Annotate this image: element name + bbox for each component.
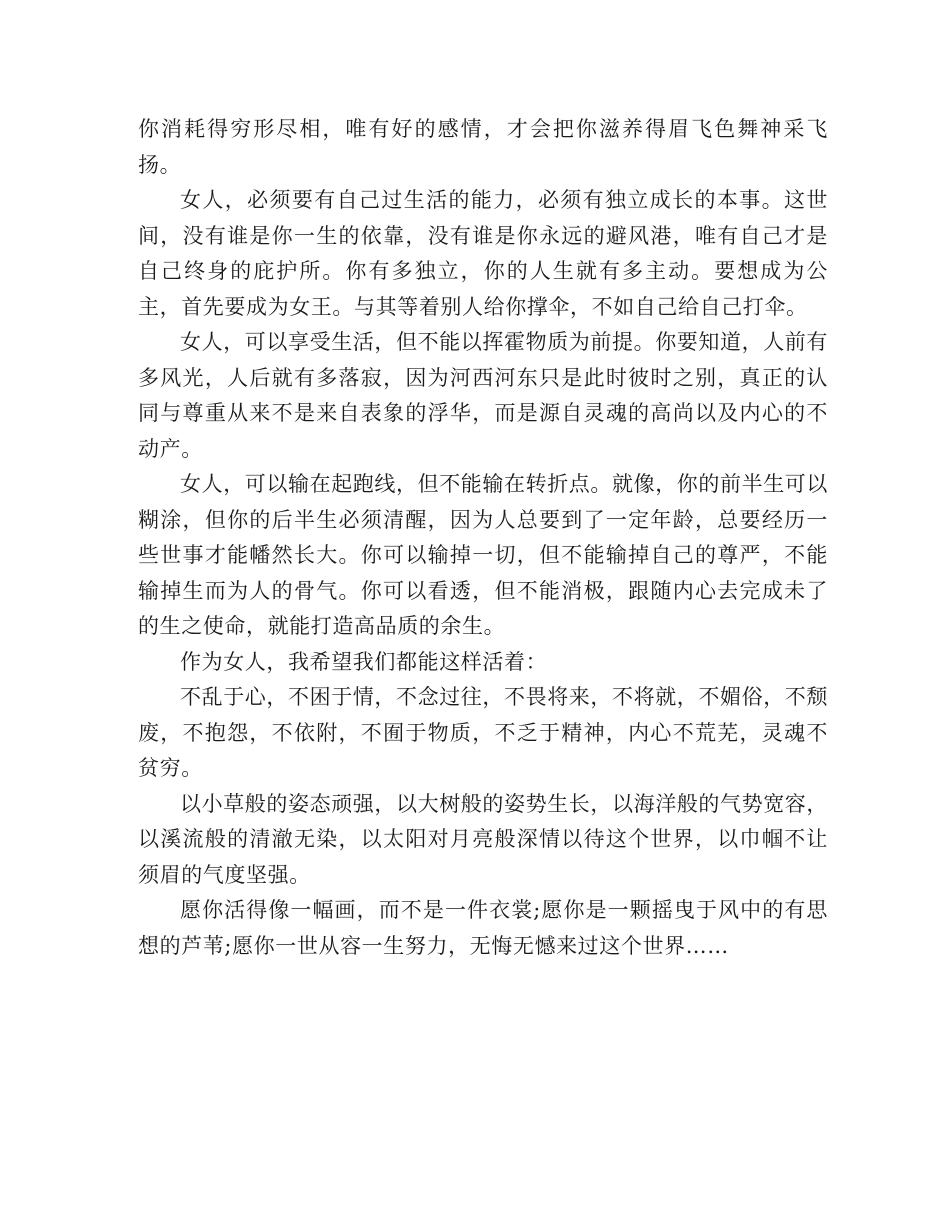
paragraph-4: 女人，可以输在起跑线，但不能输在转折点。就像，你的前半生可以糊涂，但你的后半生必须清醒，因为人总要到了一定年龄，总要经历一些世事才能幡然长大。你可以输掉一切，但不能输掉自己的尊严，不能输掉生而为人的骨气。你可以看透，但不能消极，跟随内心去完成未了的生之使命，就能打造高品质的余生。 — [138, 472, 828, 638]
document-body — [138, 112, 828, 964]
paragraph-3: 女人，可以享受生活，但不能以挥霍物质为前提。你要知道，人前有多风光，人后就有多落寂，因为河西河东只是此时彼时之别，真正的认同与尊重从来不是来自表象的浮华，而是源自灵魂的高尚以及内心的不动产。 — [138, 330, 828, 461]
paragraph-6: 不乱于心，不困于情，不念过往，不畏将来，不将就，不媚俗，不颓废，不抱怨，不依附，不囿于物质，不乏于精神，内心不荒芜，灵魂不贫穷。 — [138, 685, 828, 780]
paragraph-7: 以小草般的姿态顽强，以大树般的姿势生长，以海洋般的气势宽容，以溪流般的清澈无染，以太阳对月亮般深情以待这个世界，以巾帼不让须眉的气度坚强。 — [138, 791, 828, 887]
paragraph-5: 作为女人，我希望我们都能这样活着： — [180, 649, 548, 674]
paragraph-8: 愿你活得像一幅画，而不是一件衣裳;愿你是一颗摇曳于风中的有思想的芦苇;愿你一世从容一生努力，无悔无憾来过这个世界…… — [138, 898, 828, 958]
paragraph-1: 你消耗得穷形尽相，唯有好的感情，才会把你滋养得眉飞色舞神采飞扬。 — [138, 117, 828, 177]
paragraph-2: 女人，必须要有自己过生活的能力，必须有独立成长的本事。这世间，没有谁是你一生的依靠，没有谁是你永远的避风港，唯有自己才是自己终身的庇护所。你有多独立，你的人生就有多主动。要想成为公主，首先要成为女王。与其等着别人给你撑伞，不如自己给自己打伞。 — [138, 188, 828, 319]
